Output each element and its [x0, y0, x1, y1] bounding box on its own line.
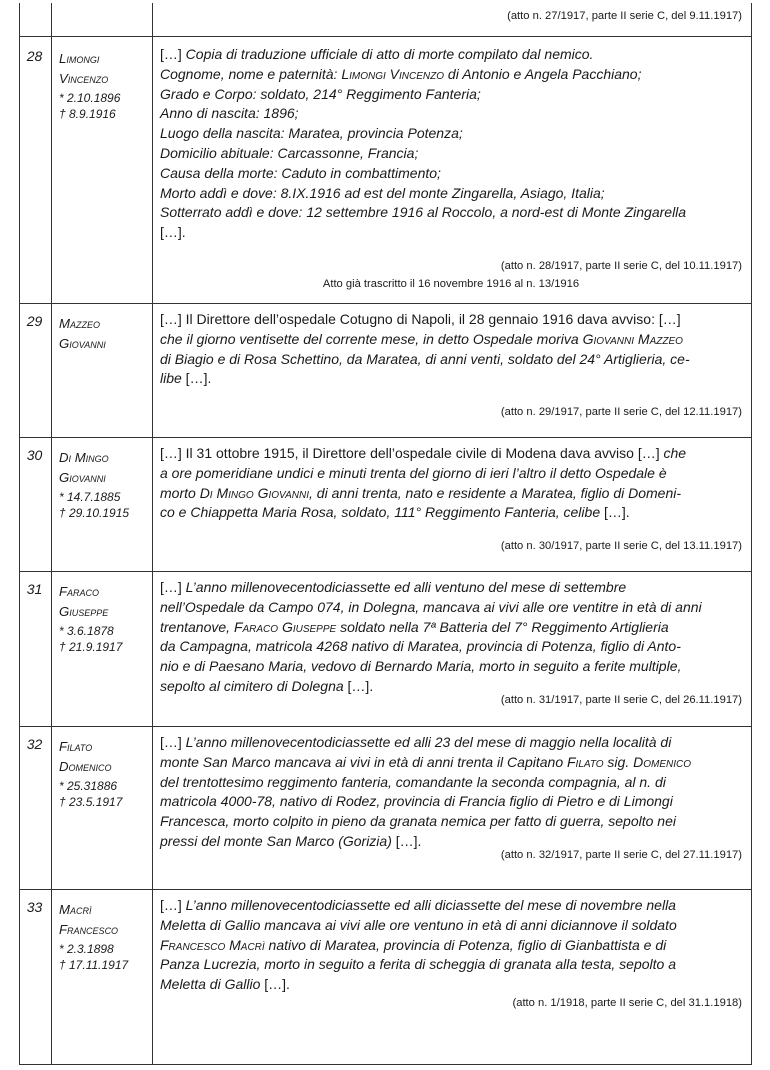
life-dates [59, 623, 154, 655]
table-row [19, 572, 751, 727]
text-segment: Meletta di Gallio [160, 976, 261, 993]
text-segment: Copia di traduzione ufficiale di atto di morte compilato dal nemico. [185, 46, 594, 62]
text-segment: […]. [181, 370, 212, 387]
death-date: † 23.5.1917 [59, 795, 123, 809]
text-line [160, 350, 742, 370]
table-row [19, 727, 751, 890]
text-segment: Giovanni Mazzeo [582, 330, 683, 347]
text-line [160, 444, 742, 464]
person-name [59, 737, 149, 777]
person-name [59, 314, 149, 354]
text-segment: da Campagna, matricola 4268 nativo di Maratea, provincia di Potenza, figlio di Anto- [160, 638, 681, 655]
text-line [160, 484, 742, 504]
entry-text [160, 310, 742, 389]
text-line [160, 792, 742, 812]
person-name [59, 49, 149, 89]
text-segment: Meletta di Gallio mancava ai vivi alle ore ventuno in età di anni diciannove il soldato [160, 916, 677, 933]
text-line [160, 955, 742, 975]
surname: Filato [59, 739, 93, 754]
text-segment: […]. [391, 832, 422, 849]
life-dates [59, 778, 154, 810]
text-segment: , di anni trenta, nato e residente a Maratea, figlio di Domeni- [309, 484, 682, 501]
text-segment: Limongi Vincenzo [341, 65, 445, 82]
text-segment: Panza Lucrezia, morto in seguito a ferita di scheggia di granata alla testa, sepolto a [160, 956, 676, 973]
text-line [160, 104, 742, 124]
life-dates [59, 941, 154, 973]
text-segment: monte San Marco mancava ai vivi in età di anni trenta il Capitano [160, 753, 567, 770]
text-segment: […]. [260, 976, 290, 993]
text-segment: Cognome, nome e paternità: [160, 65, 342, 82]
act-reference: (atto n. 32/1917, parte II serie C, del 27.11.1917) [500, 849, 742, 861]
text-line [160, 203, 742, 223]
surname: Di Mingo [59, 450, 109, 465]
birth-date: * 14.7.1885 [59, 490, 121, 504]
first-name: Francesco [59, 922, 119, 937]
death-date: † 17.11.1917 [59, 958, 129, 972]
text-line [160, 657, 742, 677]
text-segment: […] Il Direttore dell’ospedale Cotugno di Napoli, il 28 gennaio 1916 dava avviso: […] [160, 311, 681, 327]
text-segment: di Biagio e di Rosa Schettino, da Maratea, di anni venti, soldato del 24° Artiglieria, ce- [160, 350, 690, 367]
first-name: Giuseppe [59, 604, 109, 619]
text-line [160, 144, 742, 164]
text-line [160, 85, 742, 105]
act-reference: (atto n. 31/1917, parte II serie C, del 26.11.1917) [500, 694, 742, 706]
birth-date: * 2.10.1896 [59, 91, 121, 105]
text-segment: soldato nella 7ª Batteria del 7° Reggimento Artiglieria [336, 618, 669, 635]
text-line [160, 812, 742, 832]
entry-number: 28 [26, 48, 43, 64]
text-line [160, 578, 742, 598]
person-name [59, 448, 149, 488]
text-line [160, 164, 742, 184]
life-dates [59, 90, 154, 122]
first-name: Domenico [59, 759, 112, 774]
surname: Limongi [59, 51, 100, 66]
text-segment: […] [160, 46, 186, 62]
entry-text [160, 45, 742, 243]
text-line [160, 753, 742, 773]
first-name: Giovanni [59, 470, 106, 485]
entry-text [160, 444, 742, 523]
text-line [160, 45, 742, 65]
text-segment: matricola 4000-78, nativo di Rodez, provincia di Francia figlio di Pietro e di Limongi [160, 793, 673, 810]
text-line [160, 598, 742, 618]
text-segment: che il giorno ventisette del corrente mese, in detto Ospedale moriva [160, 330, 583, 347]
life-dates [59, 489, 154, 521]
text-segment: […]. [600, 504, 630, 521]
text-segment: […] Il 31 ottobre 1915, il Direttore dell’ospedale civile di Modena dava avviso […] [160, 445, 664, 461]
entry-number: 31 [26, 581, 43, 597]
text-line [160, 464, 742, 484]
text-segment: trentanove, [160, 618, 234, 635]
text-segment: Filato [567, 753, 604, 770]
first-name: Vincenzo [59, 71, 109, 86]
text-segment: pressi del monte San Marco (Gorizia) [160, 832, 392, 849]
text-segment: […]. [343, 677, 374, 694]
document-table [19, 3, 752, 1065]
text-segment: che [663, 445, 687, 461]
table-row [19, 438, 751, 572]
text-line [160, 637, 742, 657]
text-line [160, 773, 742, 793]
text-segment: Sotterrato addì e dove: 12 settembre 1916 al Roccolo, a nord-est di Monte Zingarella [160, 204, 687, 221]
text-segment: nio e di Paesano Maria, vedovo di Bernardo Maria, morto in seguito a ferite multiple, [160, 658, 682, 675]
text-line [160, 916, 742, 936]
text-segment: Di Mingo Giovanni [199, 484, 310, 501]
header-reference: (atto n. 27/1917, parte II serie C, del 9.11.1917) [507, 10, 742, 22]
text-segment: Francesco Macrì [160, 936, 265, 953]
birth-date: * 25.31886 [59, 779, 118, 793]
text-line [160, 618, 742, 638]
text-segment: Domenico [633, 753, 691, 770]
text-line [160, 310, 742, 330]
text-segment: Morto addì e dove: 8.IX.1916 ad est del monte Zingarella, Asiago, Italia; [160, 184, 605, 201]
surname: Macrì [59, 902, 92, 917]
table-row [19, 39, 751, 304]
transcription-note: Atto già trascritto il 16 novembre 1916 al n. 13/1916 [322, 278, 580, 290]
text-line [160, 733, 742, 753]
text-segment: […] [160, 579, 186, 595]
text-segment: sepolto al cimitero di Dolegna [160, 677, 344, 694]
entry-text [160, 896, 742, 995]
entry-number: 30 [26, 447, 43, 463]
text-line [160, 975, 742, 995]
surname: Mazzeo [59, 316, 100, 331]
text-line [160, 330, 742, 350]
row-divider [19, 36, 751, 37]
act-reference: (atto n. 30/1917, parte II serie C, del 13.11.1917) [500, 540, 742, 552]
birth-date: * 2.3.1898 [59, 942, 114, 956]
text-segment: a ore pomeridiane undici e minuti trenta del giorno di ieri l’altro il detto Ospedale è [160, 464, 667, 481]
text-line [160, 223, 742, 243]
text-segment: L’anno millenovecentodiciassette ed alli ventuno del mese di settembre [185, 579, 627, 595]
person-name [59, 582, 149, 622]
text-segment: Luogo della nascita: Maratea, provincia Potenza; [160, 125, 463, 142]
death-date: † 21.9.1917 [59, 640, 123, 654]
text-line [160, 124, 742, 144]
table-row [19, 890, 751, 1065]
text-line [160, 936, 742, 956]
text-segment: […]. [160, 224, 186, 241]
text-segment: sig. [603, 753, 634, 770]
death-date: † 29.10.1915 [59, 506, 130, 520]
text-segment: libe [160, 370, 182, 387]
act-reference: (atto n. 29/1917, parte II serie C, del 12.11.1917) [500, 406, 742, 418]
surname: Faraco [59, 584, 100, 599]
birth-date: * 3.6.1878 [59, 624, 114, 638]
text-line [160, 65, 742, 85]
text-segment: Faraco Giuseppe [233, 618, 337, 635]
table-row [19, 304, 751, 438]
text-segment: Anno di nascita: 1896; [160, 105, 299, 122]
death-date: † 8.9.1916 [59, 107, 116, 121]
act-reference: (atto n. 28/1917, parte II serie C, del 10.11.1917) [500, 260, 742, 272]
act-reference: (atto n. 1/1918, parte II serie C, del 31.1.1918) [512, 997, 742, 1009]
entry-number: 29 [26, 313, 43, 329]
text-segment: L’anno millenovecentodiciassette ed alli 23 del mese di maggio nella località di [185, 734, 672, 750]
text-segment: co e Chiappetta Maria Rosa, soldato, 111° Reggimento Fanteria, celibe [160, 504, 601, 521]
person-name [59, 900, 149, 940]
text-segment: Grado e Corpo: soldato, 214° Reggimento Fanteria; [160, 85, 481, 102]
entry-text [160, 578, 742, 697]
entry-text [160, 733, 742, 852]
entry-number: 32 [26, 736, 43, 752]
text-segment: nativo di Maratea, provincia di Potenza, figlio di Gianbattista e di [264, 936, 667, 953]
first-name: Giovanni [59, 336, 106, 351]
text-segment: di Antonio e Angela Pacchiano; [444, 65, 642, 82]
text-segment: Domicilio abituale: Carcassonne, Francia; [160, 144, 419, 161]
entry-number: 33 [26, 899, 43, 915]
text-line [160, 184, 742, 204]
text-segment: […] [160, 897, 186, 913]
text-line [160, 503, 742, 523]
text-segment: del trentottesimo reggimento fanteria, comandante la seconda compagnia, al n. di [160, 773, 666, 790]
text-line [160, 369, 742, 389]
text-segment: L’anno millenovecentodiciassette ed alli diciassette del mese di novembre nella [185, 897, 676, 913]
text-segment: nell’Ospedale da Campo 074, in Dolegna, mancava ai vivi alle ore ventitre in età di anni [160, 598, 702, 615]
text-segment: morto [160, 484, 200, 501]
text-segment: Francesca, morto colpito in pieno da granata nemica per fatto di guerra, sepolto nei [160, 813, 676, 830]
text-line [160, 896, 742, 916]
text-segment: Causa della morte: Caduto in combattimento; [160, 164, 441, 181]
text-segment: […] [160, 734, 186, 750]
